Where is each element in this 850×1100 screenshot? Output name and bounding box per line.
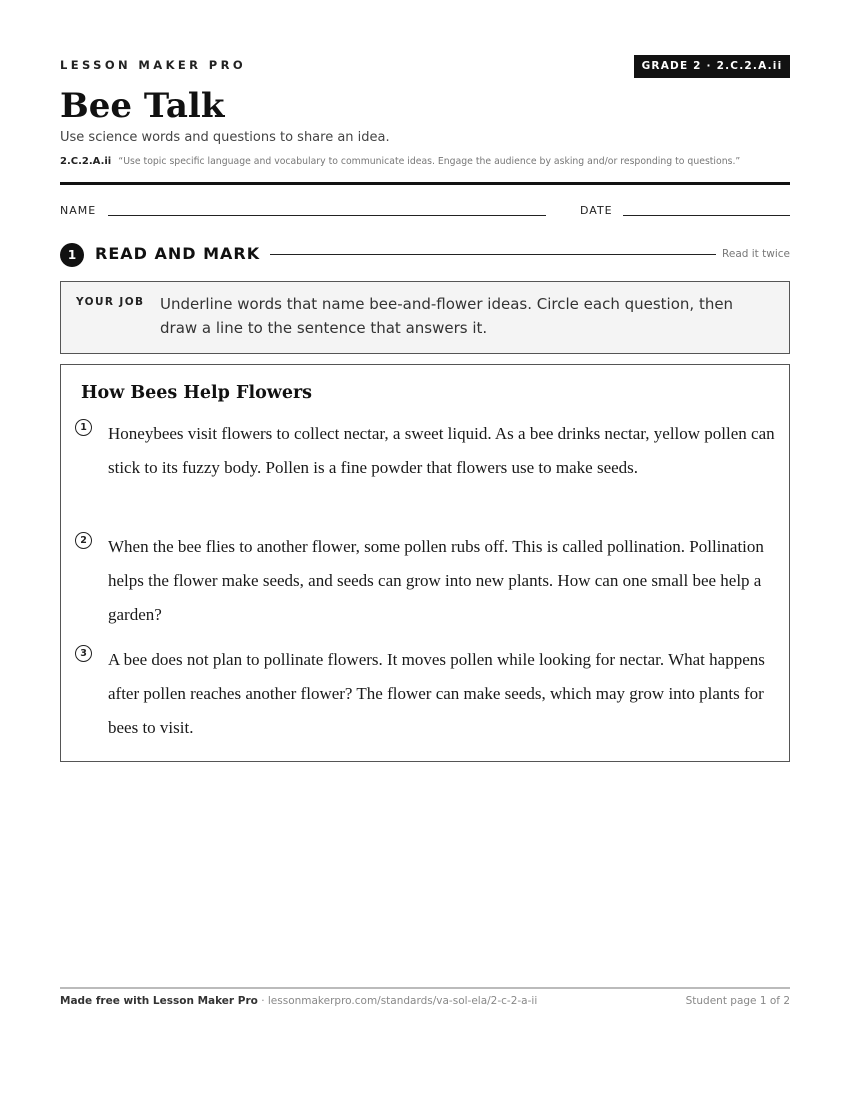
paragraph-text: A bee does not plan to pollinate flowers. It moves pollen while looking for nectar. What happens after pollen reaches another flower? The flower can make seeds, which may grow into plants for bees to visit. (108, 650, 765, 737)
footer-url: · lessonmakerpro.com/standards/va-sol-ela/2-c-2-a-ii (257, 995, 538, 1007)
paragraph-number-badge: 1 (75, 419, 92, 436)
paragraph-text: When the bee flies to another flower, some pollen rubs off. This is called pollination. Pollination helps the flower make seeds, and seeds can grow into new plants. How can one small bee help a garden? (108, 537, 764, 624)
standard-quote: “Use topic specific language and vocabulary to communicate ideas. Engage the audience by asking and/or responding to questions.” (118, 156, 741, 167)
header-divider (60, 182, 790, 185)
paragraph-text: Honeybees visit flowers to collect nectar, a sweet liquid. As a bee drinks nectar, yellow pollen can stick to its fuzzy body. Pollen is a fine powder that flowers use to make seeds. (108, 424, 775, 477)
section-hint: Read it twice (722, 248, 790, 260)
page-title: Bee Talk (60, 86, 225, 126)
footer-credit (60, 995, 537, 1007)
date-field[interactable] (623, 215, 790, 216)
footer-divider (60, 987, 790, 989)
name-label: NAME (60, 204, 97, 217)
brand-name: LESSON MAKER PRO (60, 58, 247, 72)
date-label: DATE (580, 204, 613, 217)
reading-passage (60, 364, 790, 762)
footer-made-with: Made free with Lesson Maker Pro (60, 995, 258, 1007)
section-divider (270, 254, 716, 255)
footer-page-label: Student page 1 of 2 (685, 995, 790, 1007)
section-title: READ AND MARK (95, 244, 261, 263)
standard-code: 2.C.2.A.ii (60, 156, 112, 167)
your-job-instructions: Underline words that name bee-and-flower ideas. Circle each question, then draw a line to the sentence that answers it. (160, 295, 734, 337)
grade-badge: GRADE 2 · 2.C.2.A.ii (634, 55, 790, 78)
your-job-box (60, 281, 790, 354)
paragraph-number-badge: 2 (75, 532, 92, 549)
standard-reference (60, 156, 740, 167)
section-number-badge: 1 (60, 243, 84, 267)
paragraph-number-badge: 3 (75, 645, 92, 662)
your-job-label: YOUR JOB (76, 296, 145, 308)
name-field[interactable] (108, 215, 546, 216)
passage-title: How Bees Help Flowers (81, 383, 313, 403)
page-subtitle: Use science words and questions to share an idea. (60, 130, 390, 145)
worksheet-page (60, 0, 790, 1100)
